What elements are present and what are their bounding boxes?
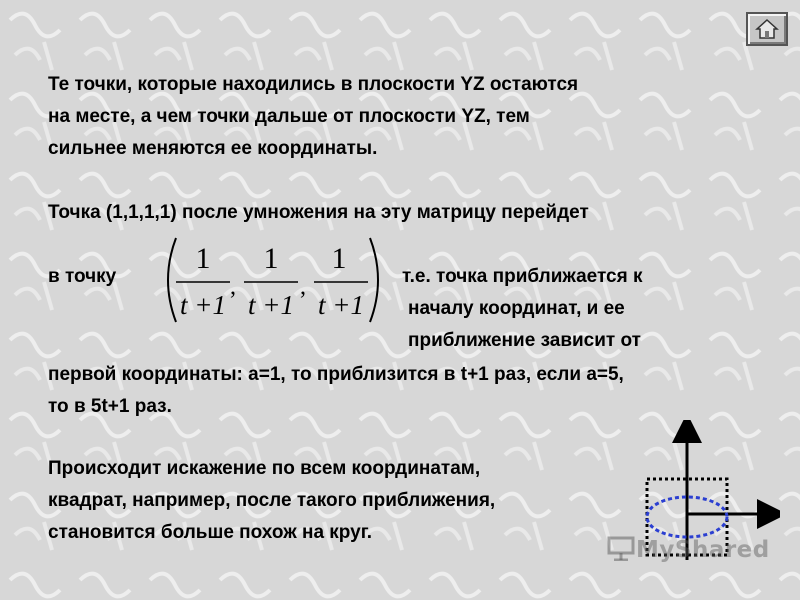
- paragraph3-line3: становится больше похож на круг.: [48, 522, 373, 543]
- paragraph3-line1: Происходит искажение по всем координатам,: [48, 458, 481, 479]
- paragraph1-line1: Те точки, которые находились в плоскости YZ остаются: [48, 74, 579, 95]
- fraction-1-denominator: t +1: [180, 290, 226, 320]
- separator-2: ,: [300, 274, 306, 300]
- fraction-3-denominator: t +1: [318, 290, 364, 320]
- paragraph1-line2: на месте, а чем точки дальше от плоскости YZ, тем: [48, 106, 530, 127]
- fraction-2-numerator: 1: [263, 242, 279, 275]
- paragraph3-line2: квадрат, например, после такого приближения,: [48, 490, 496, 511]
- formula-note-line3: приближение зависит от: [408, 330, 641, 351]
- paragraph2-line1: Точка (1,1,1,1) после умножения на эту матрицу перейдет: [48, 202, 589, 223]
- home-icon: [755, 18, 779, 40]
- fraction-3: [314, 242, 368, 320]
- paragraph2-line2-prefix: в точку: [48, 266, 117, 287]
- fraction-1: [176, 242, 230, 320]
- formula-note-line2: началу координат, и ее: [408, 298, 625, 319]
- fraction-2-denominator: t +1: [248, 290, 294, 320]
- point-formula: [158, 232, 388, 328]
- paragraph2-continuation-line2: то в 5t+1 раз.: [48, 396, 172, 417]
- formula-note-line1: т.е. точка приближается к: [402, 266, 643, 287]
- home-button[interactable]: [746, 12, 788, 46]
- paragraph2-continuation-line1: первой координаты: a=1, то приблизится в t+1 раз, если a=5,: [48, 364, 624, 385]
- fraction-1-numerator: 1: [195, 242, 211, 275]
- paragraph1-line3: сильнее меняются ее координаты.: [48, 138, 378, 159]
- watermark: [606, 535, 770, 563]
- watermark-text: MyShared: [636, 537, 770, 563]
- fraction-2: [244, 242, 298, 320]
- separator-1: ,: [230, 274, 236, 300]
- presentation-board-icon: [606, 535, 636, 561]
- fraction-3-numerator: 1: [331, 242, 347, 275]
